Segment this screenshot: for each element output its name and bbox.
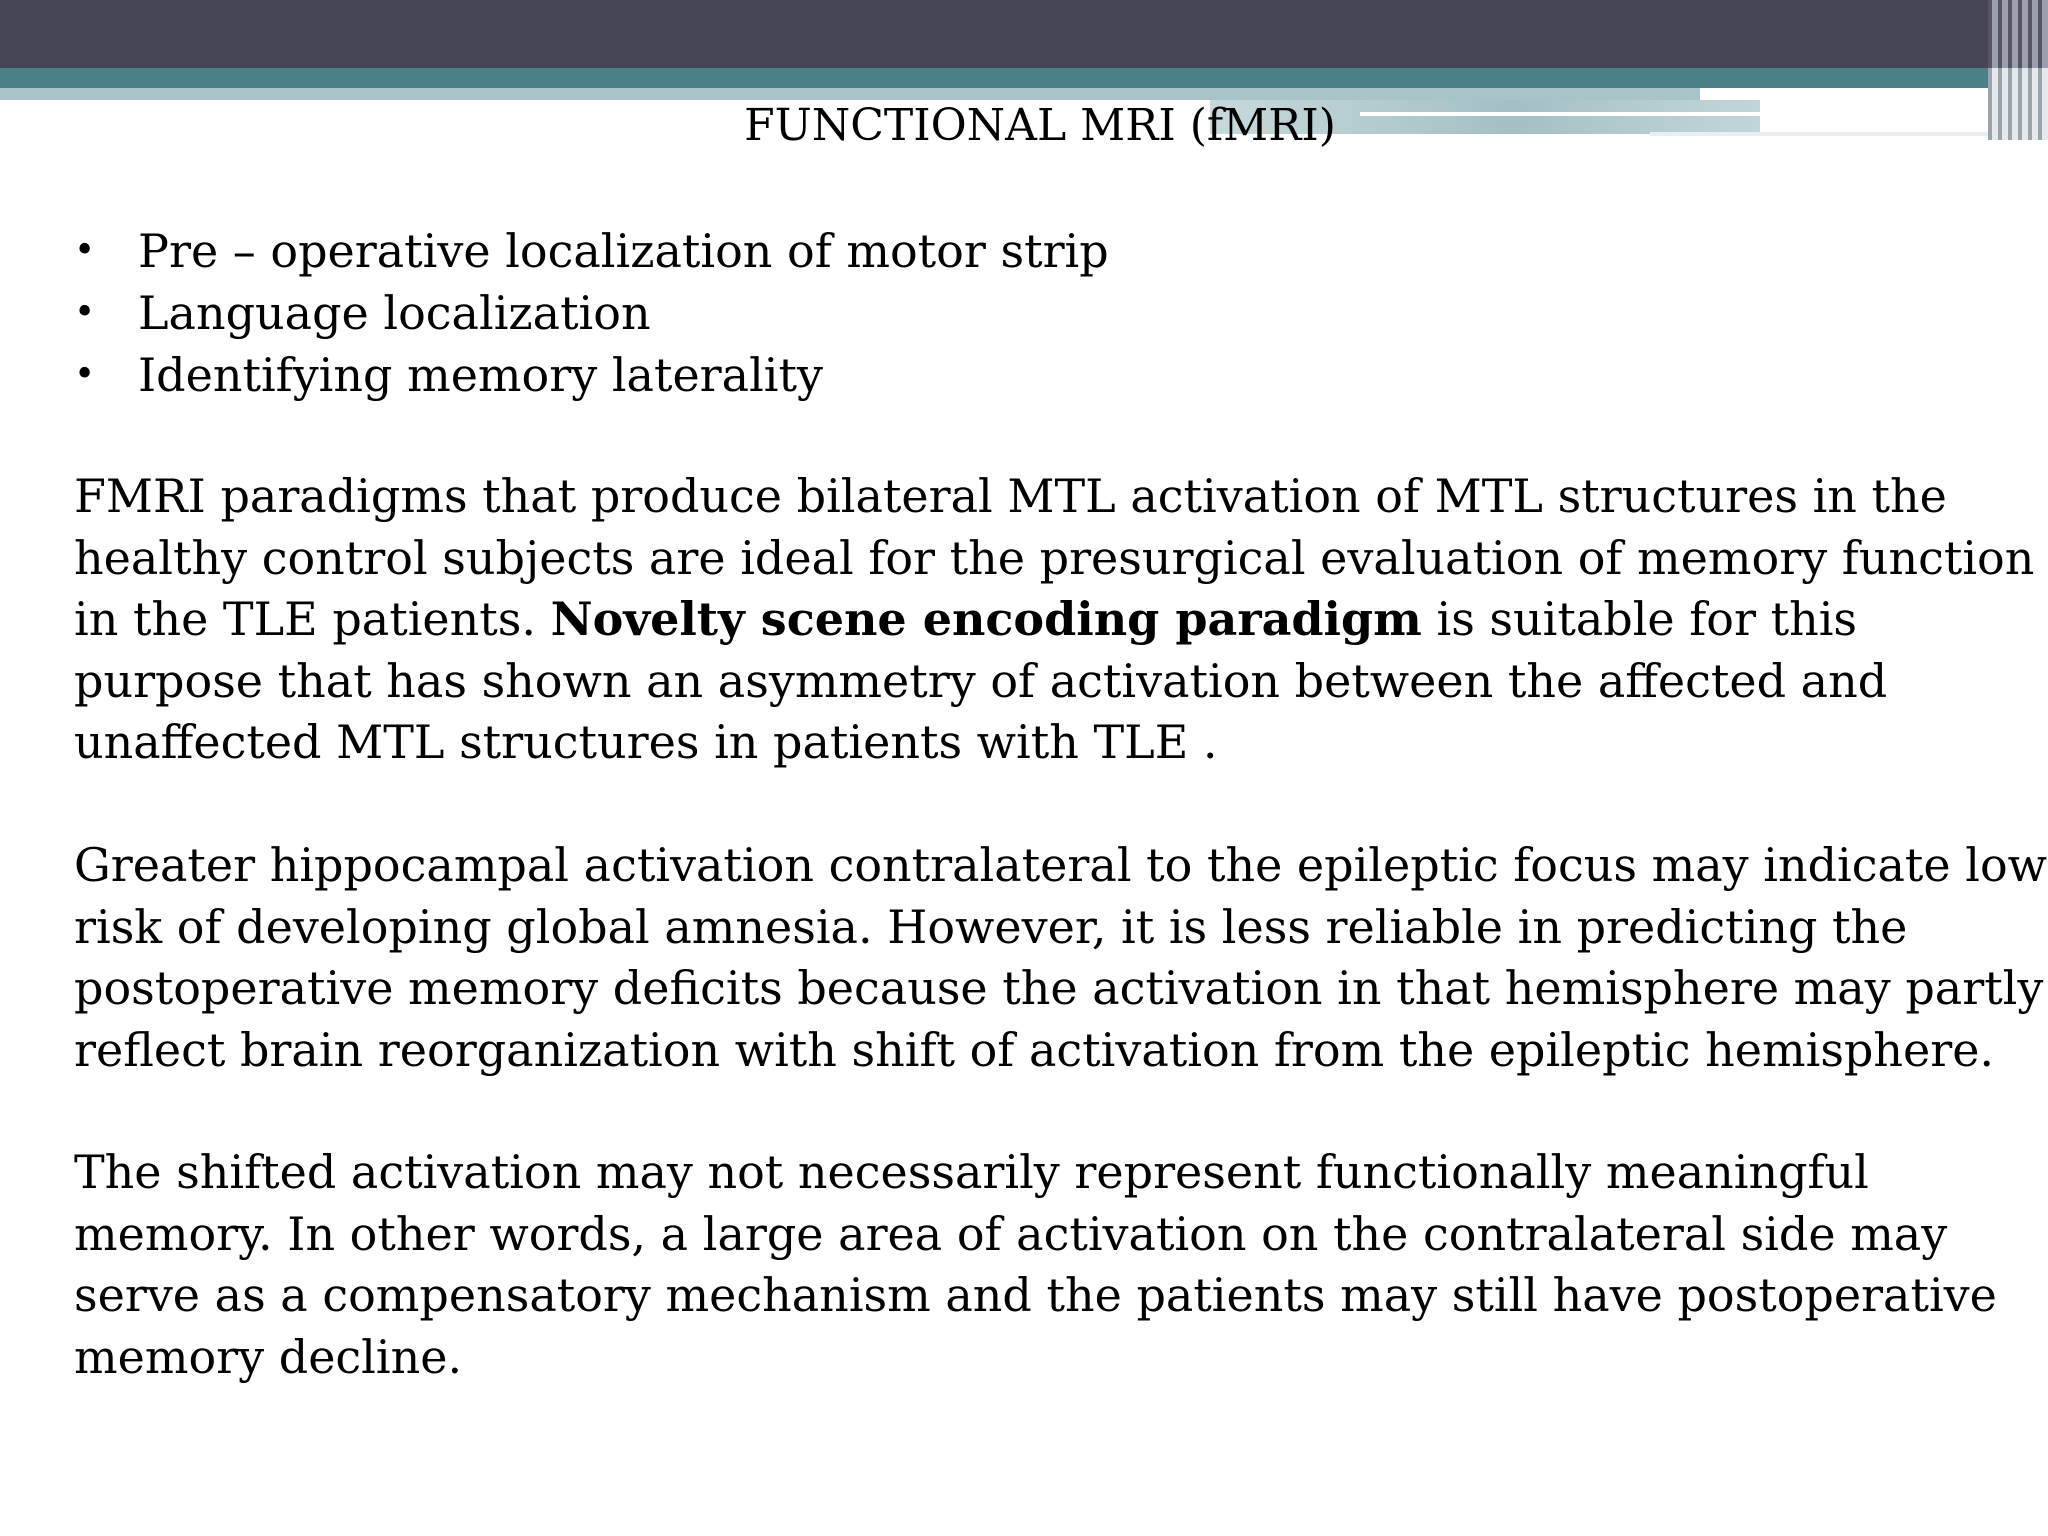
bullet-item	[74, 344, 1109, 406]
paragraph-line: The shifted activation may not necessarily represent functionally meaningful	[74, 1145, 1869, 1199]
paragraph-line	[74, 589, 2014, 651]
paragraph-line: postoperative memory deficits because the activation in that hemisphere may partly	[74, 961, 2044, 1015]
paragraph-hippocampal-activation	[74, 835, 2048, 1081]
paragraph-text: in the TLE patients.	[74, 592, 551, 646]
paragraph-line: healthy control subjects are ideal for the presurgical evaluation of memory function	[74, 530, 2035, 585]
paragraph-line: purpose that has shown an asymmetry of activation between the affected and	[74, 653, 1888, 708]
paragraph-line: unaffected MTL structures in patients with TLE .	[74, 715, 1218, 769]
highlight-novelty-paradigm: Novelty scene encoding paradigm	[550, 592, 1422, 646]
bullet-dot: •	[74, 230, 96, 271]
paragraph-shifted-activation	[74, 1142, 2014, 1388]
paragraph-line: serve as a compensatory mechanism and the patients may still have postoperative	[74, 1268, 1997, 1322]
bullet-item	[74, 282, 1109, 344]
bullet-text: Pre – operative localization of motor strip	[138, 224, 1109, 278]
paragraph-line: risk of developing global amnesia. However, it is less reliable in predicting the	[74, 899, 1908, 954]
bullet-dot: •	[74, 354, 96, 395]
header-stripes-dark	[1988, 0, 2048, 68]
paragraph-line: memory decline.	[74, 1329, 463, 1384]
paragraph-text: is suitable for this	[1421, 592, 1858, 646]
bullet-text: Language localization	[138, 286, 651, 340]
bullet-text: Identifying memory laterality	[138, 348, 823, 402]
bullet-list	[74, 220, 1109, 406]
bullet-dot: •	[74, 292, 96, 333]
paragraph-line: FMRI paradigms that produce bilateral MTL activation of MTL structures in the	[74, 469, 1947, 523]
slide-title	[0, 98, 2048, 154]
paragraph-fmri-paradigms	[74, 466, 2035, 774]
paragraph-line: reflect brain reorganization with shift of activation from the epileptic hemisphere.	[74, 1022, 1995, 1077]
bullet-item	[74, 220, 1109, 282]
paragraph-line: memory. In other words, a large area of activation on the contralateral side may	[74, 1206, 1948, 1261]
paragraph-line: Greater hippocampal activation contralateral to the epileptic focus may indicate low	[74, 838, 2048, 892]
slide-title-text: FUNCTIONAL MRI (fMRI)	[744, 100, 1336, 151]
header-dark-bar	[0, 0, 2048, 68]
header-teal-bar	[0, 68, 2048, 88]
